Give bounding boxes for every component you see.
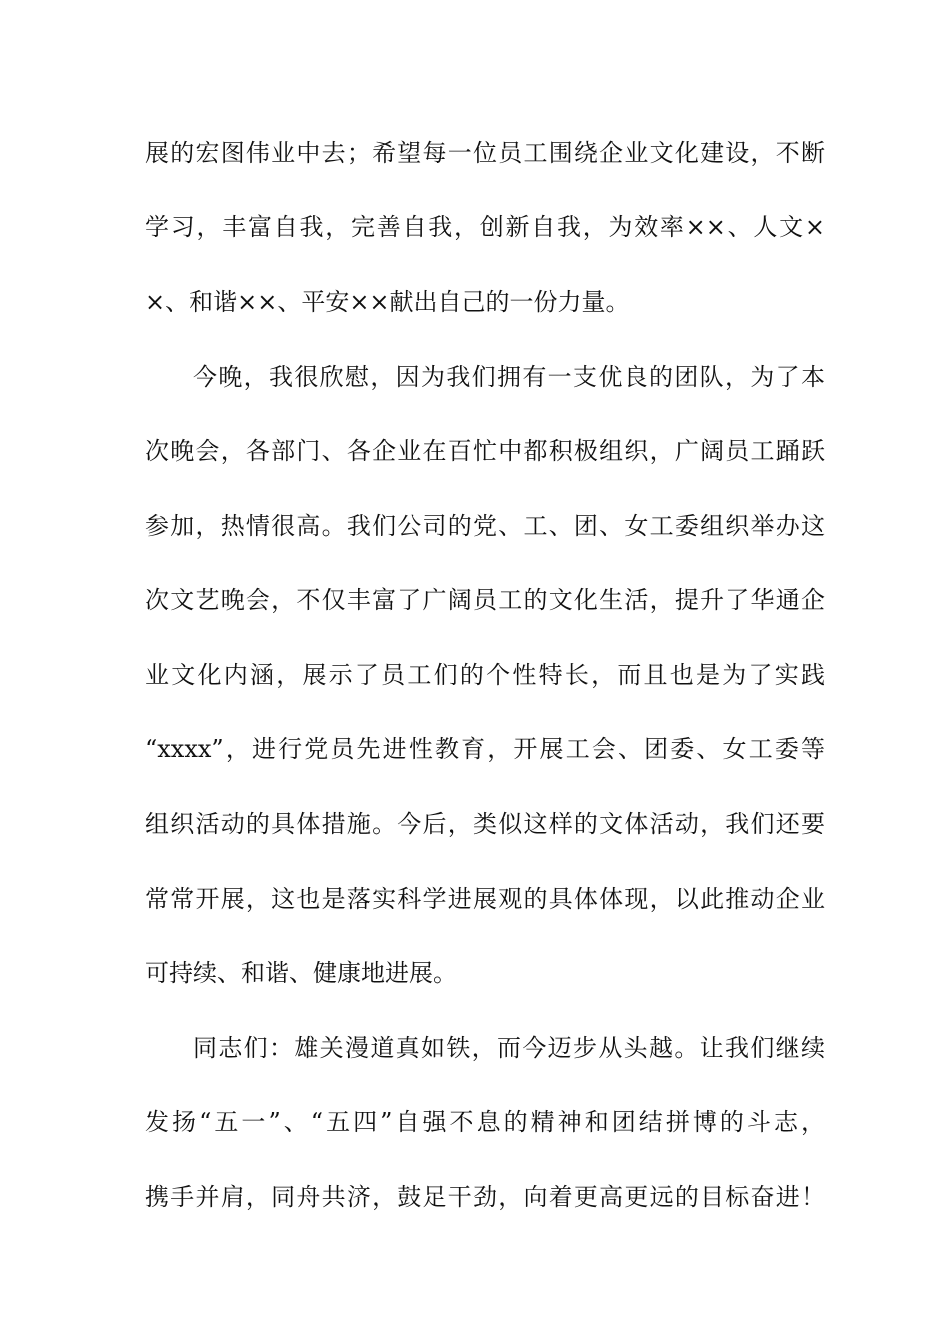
paragraph-2-line-9: 可持续、和谐、健康地进展。 [145, 959, 457, 987]
paragraph-3-line-3: 携手并肩，同舟共济，鼓足干劲，向着更高更远的目标奋进！ [145, 1183, 825, 1211]
paragraph-2-line-3: 参加，热情很高。我们公司的党、工、团、女工委组织举办这 [145, 512, 825, 540]
paragraph-3-line-1: 同志们：雄关漫道真如铁，而今迈步从头越。让我们继续 [193, 1034, 825, 1062]
paragraph-1-line-2: 学习，丰富自我，完善自我，创新自我，为效率××、人文× [145, 213, 825, 241]
paragraph-2-line-7: 组织活动的具体措施。今后，类似这样的文体活动，我们还要 [145, 810, 825, 838]
paragraph-2-line-8: 常常开展，这也是落实科学进展观的具体体现，以此推动企业 [145, 885, 825, 913]
paragraph-2-line-2: 次晚会，各部门、各企业在百忙中都积极组织，广阔员工踊跃 [145, 437, 825, 465]
paragraph-2-line-4: 次文艺晚会，不仅丰富了广阔员工的文化生活，提升了华通企 [145, 586, 825, 614]
paragraph-1-line-3: ×、和谐××、平安××献出自己的一份力量。 [145, 288, 630, 316]
paragraph-2-line-6: “xxxx”，进行党员先进性教育，开展工会、团委、女工委等 [145, 735, 825, 763]
paragraph-3-line-2: 发扬“五一”、“五四”自强不息的精神和团结拼博的斗志， [145, 1108, 825, 1136]
paragraph-2-line-1: 今晚，我很欣慰，因为我们拥有一支优良的团队，为了本 [193, 363, 825, 391]
paragraph-1-line-1: 展的宏图伟业中去；希望每一位员工围绕企业文化建设，不断 [145, 139, 825, 167]
paragraph-2-line-5: 业文化内涵，展示了员工们的个性特长，而且也是为了实践 [145, 661, 825, 689]
